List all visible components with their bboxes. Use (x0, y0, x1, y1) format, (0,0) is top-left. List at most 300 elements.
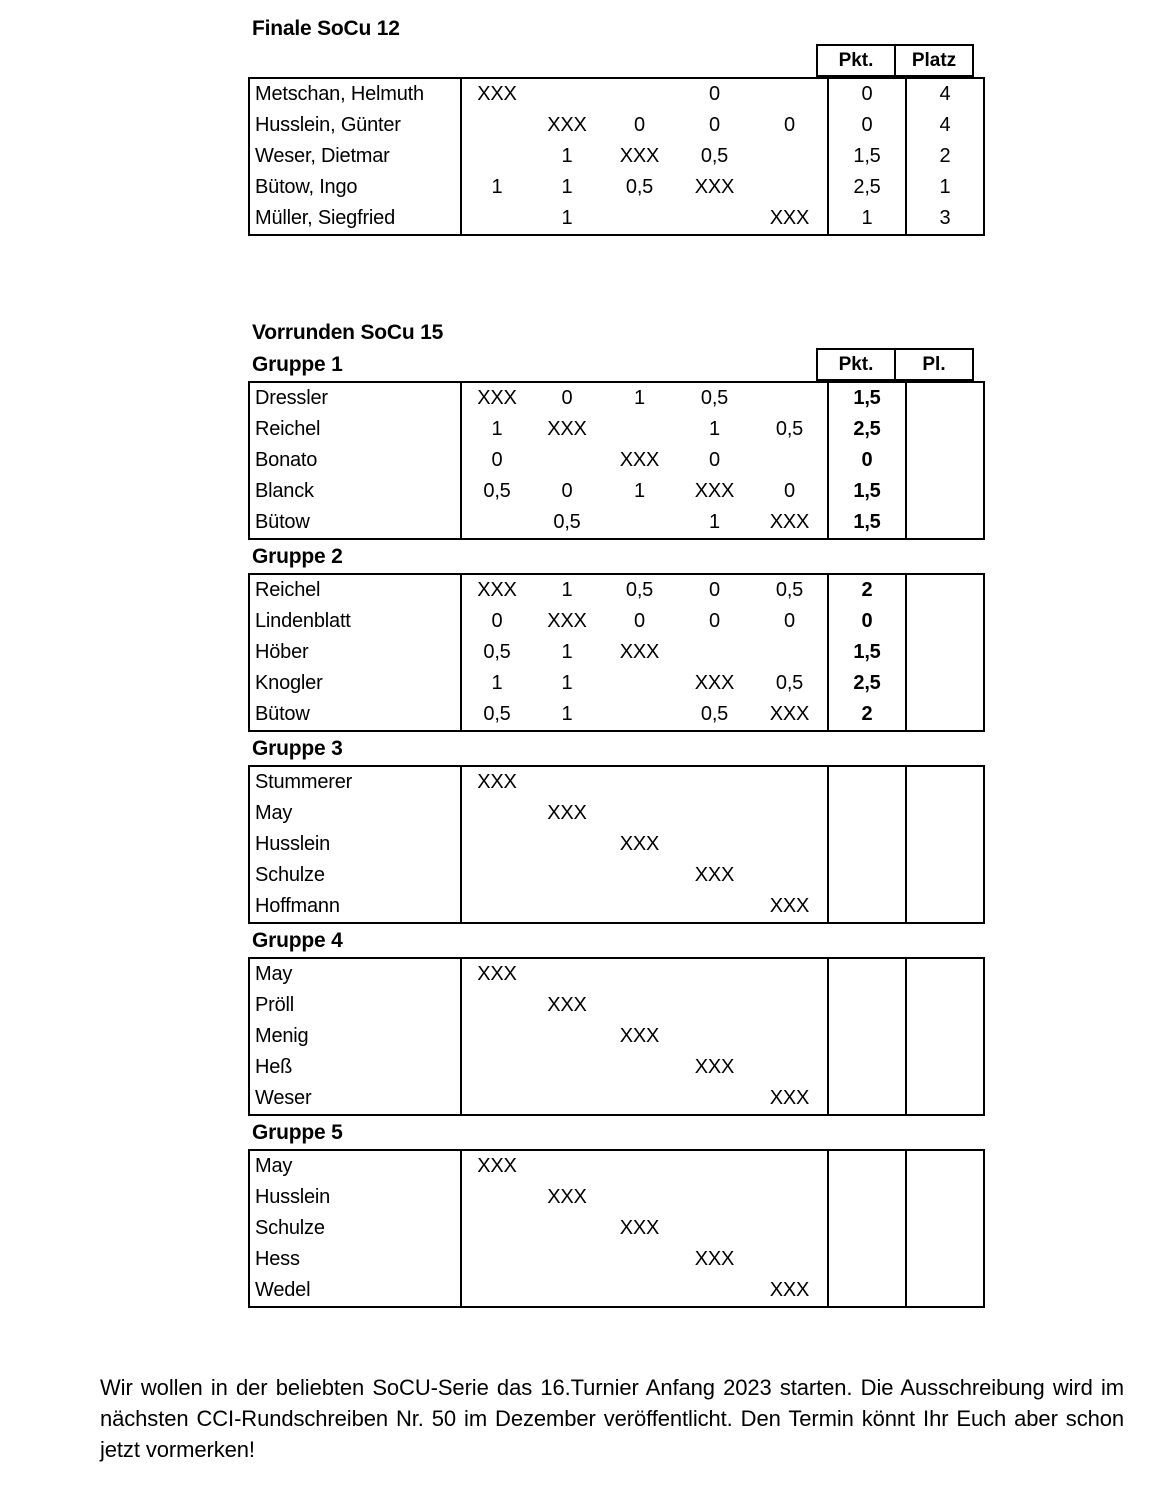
rank-cell (906, 1244, 984, 1275)
result-cell: 1 (709, 511, 720, 533)
vorrunden-section (248, 318, 974, 1308)
result-cell (602, 668, 677, 699)
result-cell: 0,5 (483, 480, 511, 502)
points-cell (828, 798, 906, 829)
result-cell (752, 172, 828, 203)
player-name: Pröll (249, 990, 461, 1021)
result-cell (461, 203, 532, 235)
result-cell (532, 1083, 602, 1115)
result-cell: XXX (619, 1217, 660, 1239)
result-cell (532, 78, 602, 110)
rank-cell (906, 1182, 984, 1213)
points-cell: 0 (828, 445, 906, 476)
header-spacer (343, 1116, 974, 1149)
result-cell: XXX (619, 145, 660, 167)
result-cell: 0,5 (700, 387, 729, 409)
result-cell (677, 1275, 752, 1307)
points-cell (828, 1150, 906, 1182)
result-cell: 1 (561, 672, 573, 694)
group-table-4 (248, 957, 985, 1116)
player-name: May (249, 958, 461, 990)
points-cell: 1,5 (828, 476, 906, 507)
result-cell (532, 1150, 602, 1182)
result-cell: XXX (694, 672, 735, 694)
player-name: Knogler (249, 668, 461, 699)
result-cell (677, 1213, 752, 1244)
result-cell (461, 110, 532, 141)
header-spacer (248, 44, 816, 77)
rank-cell (906, 798, 984, 829)
finale-header-pkt: Pkt. (816, 44, 894, 77)
points-cell: 0 (828, 78, 906, 110)
group-list (248, 348, 974, 1308)
rank-cell (906, 860, 984, 891)
result-cell (532, 1021, 602, 1052)
vorrunden-title: Vorrunden SoCu 15 (252, 321, 444, 344)
group-table-row (249, 1021, 984, 1052)
result-cell (677, 1083, 752, 1115)
player-name: Bütow, Ingo (249, 172, 461, 203)
group-table-row (249, 507, 984, 539)
result-cell (532, 445, 602, 476)
points-cell (828, 958, 906, 990)
points-cell (828, 1182, 906, 1213)
rank-cell (906, 445, 984, 476)
result-cell: XXX (477, 579, 517, 601)
finale-table-row (249, 203, 984, 235)
points-cell (828, 829, 906, 860)
points-cell (828, 1052, 906, 1083)
group-table-row (249, 382, 984, 414)
result-cell: 1 (561, 641, 573, 663)
result-cell (461, 891, 532, 923)
group-table-row (249, 766, 984, 798)
result-cell (461, 1275, 532, 1307)
group-table-row (249, 414, 984, 445)
result-cell (532, 1275, 602, 1307)
result-cell: XXX (477, 1155, 517, 1177)
rank-cell (906, 507, 984, 539)
points-cell (828, 1275, 906, 1307)
player-name: Schulze (249, 1213, 461, 1244)
player-name: Husslein (249, 1182, 461, 1213)
result-cell: XXX (769, 1279, 810, 1301)
result-cell (752, 990, 828, 1021)
group-table-row (249, 958, 984, 990)
player-name: Höber (249, 637, 461, 668)
result-cell (602, 414, 677, 445)
result-cell (532, 891, 602, 923)
group-table-2 (248, 573, 985, 732)
player-name: Bütow (249, 507, 461, 539)
group-table-row (249, 1052, 984, 1083)
result-cell (602, 1150, 677, 1182)
group-label: Gruppe 4 (252, 929, 343, 952)
result-cell (752, 829, 828, 860)
result-cell: 0 (784, 610, 795, 632)
result-cell (602, 78, 677, 110)
result-cell (677, 203, 752, 235)
result-cell (677, 766, 752, 798)
group-table-1 (248, 381, 985, 540)
result-cell: 0 (491, 449, 503, 471)
rank-cell (906, 1083, 984, 1115)
result-cell: XXX (694, 1056, 735, 1078)
result-cell (677, 958, 752, 990)
result-cell: XXX (769, 703, 810, 725)
result-cell (752, 1182, 828, 1213)
points-cell: 0 (828, 606, 906, 637)
result-cell: XXX (769, 1087, 810, 1109)
result-cell (602, 699, 677, 731)
points-cell: 0 (828, 110, 906, 141)
result-cell (677, 1021, 752, 1052)
result-cell: 0,5 (775, 579, 804, 601)
result-cell: 0,5 (775, 418, 804, 440)
player-name: Dressler (249, 382, 461, 414)
player-name: Weser (249, 1083, 461, 1115)
result-cell: XXX (477, 771, 517, 793)
result-cell (602, 958, 677, 990)
points-cell (828, 1083, 906, 1115)
rank-cell (906, 1213, 984, 1244)
rank-cell: 3 (906, 203, 984, 235)
points-cell: 2 (828, 699, 906, 731)
result-cell: 1 (709, 418, 720, 440)
result-cell: XXX (547, 114, 587, 136)
group-header-3 (248, 732, 974, 765)
player-name: May (249, 1150, 461, 1182)
result-cell: 0,5 (483, 641, 511, 663)
finale-table-row (249, 110, 984, 141)
group-table-5 (248, 1149, 985, 1308)
result-cell (461, 829, 532, 860)
player-name: Weser, Dietmar (249, 141, 461, 172)
group-table-row (249, 1150, 984, 1182)
result-cell (677, 798, 752, 829)
rank-cell (906, 668, 984, 699)
points-cell: 1 (828, 203, 906, 235)
result-cell (677, 1150, 752, 1182)
player-name: Reichel (249, 414, 461, 445)
result-cell (677, 891, 752, 923)
result-cell: 1 (491, 672, 503, 694)
rank-cell (906, 382, 984, 414)
player-name: Blanck (249, 476, 461, 507)
group-label: Gruppe 1 (252, 353, 343, 376)
result-cell: XXX (619, 1025, 660, 1047)
rank-cell (906, 1052, 984, 1083)
finale-section (248, 14, 974, 236)
result-cell (602, 1244, 677, 1275)
player-name: Hess (249, 1244, 461, 1275)
player-name: Bütow (249, 699, 461, 731)
group-label: Gruppe 3 (252, 737, 343, 760)
group-table-row (249, 860, 984, 891)
result-cell (461, 990, 532, 1021)
group-table-row (249, 1275, 984, 1307)
result-cell (532, 860, 602, 891)
rank-cell (906, 1150, 984, 1182)
rank-cell (906, 476, 984, 507)
rank-cell (906, 766, 984, 798)
result-cell: 0,5 (700, 703, 729, 725)
result-cell (752, 382, 828, 414)
result-cell: XXX (477, 963, 517, 985)
group-table-row (249, 829, 984, 860)
group-table-row (249, 798, 984, 829)
result-cell: 0 (709, 114, 720, 136)
result-cell: 0,5 (553, 511, 581, 533)
result-cell (752, 141, 828, 172)
result-cell (752, 860, 828, 891)
points-cell (828, 1244, 906, 1275)
group-table-row (249, 574, 984, 606)
rank-cell: 4 (906, 110, 984, 141)
result-cell: XXX (547, 802, 587, 824)
group-table-row (249, 668, 984, 699)
group-table-row (249, 606, 984, 637)
result-cell: XXX (547, 418, 587, 440)
player-name: Schulze (249, 860, 461, 891)
group-table-row (249, 1083, 984, 1115)
result-cell (602, 860, 677, 891)
group-header-pl: Pl. (894, 348, 974, 381)
result-cell (602, 1182, 677, 1213)
result-cell (602, 766, 677, 798)
result-cell (602, 203, 677, 235)
header-spacer (343, 732, 974, 765)
result-cell (752, 1052, 828, 1083)
group-table-row (249, 990, 984, 1021)
group-table-row (249, 891, 984, 923)
result-cell: 0 (784, 480, 795, 502)
rank-cell (906, 1275, 984, 1307)
rank-cell (906, 699, 984, 731)
result-cell: 0 (709, 610, 720, 632)
footer-paragraph: Wir wollen in der beliebten SoCU-Serie das 16.Turnier Anfang 2023 starten. Die Ausschreibung wird im nächsten CCI-Rundschreiben Nr. 50 im Dezember veröffentlicht. Den Termin könnt Ihr Euch aber schon jetzt vormerken! (100, 1375, 1124, 1462)
finale-title: Finale SoCu 12 (252, 17, 400, 40)
points-cell: 1,5 (828, 382, 906, 414)
group-header-5 (248, 1116, 974, 1149)
result-cell (752, 1021, 828, 1052)
player-name: Menig (249, 1021, 461, 1052)
points-cell (828, 1213, 906, 1244)
result-cell (532, 958, 602, 990)
result-cell (752, 1150, 828, 1182)
group-table-3 (248, 765, 985, 924)
player-name: Metschan, Helmuth (249, 78, 461, 110)
result-cell: XXX (769, 895, 810, 917)
result-cell (602, 891, 677, 923)
group-table-row (249, 476, 984, 507)
group-header-4 (248, 924, 974, 957)
result-cell: 0,5 (625, 176, 654, 198)
result-cell (602, 798, 677, 829)
result-cell (602, 1052, 677, 1083)
finale-table-row (249, 78, 984, 110)
result-cell (532, 1244, 602, 1275)
result-cell (752, 1213, 828, 1244)
result-cell (461, 1052, 532, 1083)
result-cell (602, 507, 677, 539)
result-cell: XXX (619, 641, 660, 663)
group-table-row (249, 637, 984, 668)
result-cell: 1 (634, 387, 645, 409)
result-cell: XXX (547, 994, 587, 1016)
player-name: Wedel (249, 1275, 461, 1307)
points-cell: 2,5 (828, 172, 906, 203)
result-cell (752, 798, 828, 829)
result-cell: 0 (709, 449, 720, 471)
result-cell (752, 78, 828, 110)
finale-table (248, 77, 985, 236)
player-name: Stummerer (249, 766, 461, 798)
group-label: Gruppe 5 (252, 1121, 343, 1144)
result-cell (532, 1052, 602, 1083)
player-name: Hoffmann (249, 891, 461, 923)
result-cell (461, 1083, 532, 1115)
result-cell (532, 766, 602, 798)
rank-cell (906, 891, 984, 923)
result-cell (752, 766, 828, 798)
group-table-row (249, 699, 984, 731)
result-cell: 0 (491, 610, 503, 632)
result-cell: 1 (561, 207, 573, 229)
rank-cell (906, 606, 984, 637)
result-cell: 1 (561, 579, 573, 601)
result-cell (677, 637, 752, 668)
result-cell (461, 1021, 532, 1052)
result-cell: 0 (709, 579, 720, 601)
rank-cell (906, 637, 984, 668)
result-cell (532, 1213, 602, 1244)
points-cell: 1,5 (828, 637, 906, 668)
result-cell: 1 (491, 176, 503, 198)
rank-cell: 4 (906, 78, 984, 110)
result-cell: XXX (694, 864, 735, 886)
player-name: Heß (249, 1052, 461, 1083)
rank-cell (906, 990, 984, 1021)
result-cell: XXX (769, 207, 810, 229)
group-table-row (249, 445, 984, 476)
player-name: Bonato (249, 445, 461, 476)
result-cell: XXX (547, 1186, 587, 1208)
result-cell: XXX (769, 511, 810, 533)
rank-cell (906, 1021, 984, 1052)
result-cell: 0 (634, 114, 645, 136)
rank-cell: 2 (906, 141, 984, 172)
rank-cell (906, 829, 984, 860)
result-cell: 0,5 (483, 703, 511, 725)
result-cell (532, 829, 602, 860)
result-cell: XXX (619, 449, 660, 471)
group-header-2 (248, 540, 974, 573)
rank-cell (906, 958, 984, 990)
points-cell: 2 (828, 574, 906, 606)
points-cell (828, 990, 906, 1021)
points-cell (828, 766, 906, 798)
result-cell: 0 (561, 480, 573, 502)
result-cell (752, 637, 828, 668)
result-cell: XXX (694, 176, 735, 198)
result-cell: XXX (694, 480, 735, 502)
result-cell: 1 (561, 145, 573, 167)
finale-header-strip (248, 44, 974, 77)
result-cell: XXX (547, 610, 587, 632)
points-cell (828, 1021, 906, 1052)
group-table-row (249, 1213, 984, 1244)
result-cell (602, 990, 677, 1021)
result-cell: 0 (561, 387, 573, 409)
group-label: Gruppe 2 (252, 545, 343, 568)
points-cell (828, 891, 906, 923)
points-cell: 2,5 (828, 414, 906, 445)
result-cell (461, 798, 532, 829)
rank-cell: 1 (906, 172, 984, 203)
group-header-1 (248, 348, 974, 381)
result-cell (602, 1275, 677, 1307)
result-cell: 0,5 (625, 579, 654, 601)
result-cell: 0 (784, 114, 795, 136)
header-spacer (343, 540, 974, 573)
header-spacer (343, 348, 816, 381)
finale-table-row (249, 141, 984, 172)
result-cell: XXX (477, 83, 517, 105)
rank-cell (906, 574, 984, 606)
group-table-row (249, 1182, 984, 1213)
player-name: Reichel (249, 574, 461, 606)
result-cell (461, 141, 532, 172)
result-cell: 1 (561, 703, 573, 725)
result-cell: XXX (477, 387, 517, 409)
result-cell: XXX (694, 1248, 735, 1270)
player-name: Husslein (249, 829, 461, 860)
group-header-pkt: Pkt. (816, 348, 894, 381)
result-cell (461, 1213, 532, 1244)
header-spacer (343, 924, 974, 957)
points-cell: 1,5 (828, 141, 906, 172)
result-cell (677, 1182, 752, 1213)
player-name: May (249, 798, 461, 829)
result-cell (461, 1244, 532, 1275)
result-cell: 0,5 (775, 672, 804, 694)
result-cell (461, 507, 532, 539)
result-cell: 0 (709, 83, 720, 105)
result-cell (461, 860, 532, 891)
player-name: Husslein, Günter (249, 110, 461, 141)
result-cell (677, 990, 752, 1021)
result-cell: 1 (634, 480, 645, 502)
finale-header-platz: Platz (894, 44, 974, 77)
player-name: Müller, Siegfried (249, 203, 461, 235)
result-cell: XXX (619, 833, 660, 855)
result-cell (752, 1244, 828, 1275)
result-cell: 1 (561, 176, 573, 198)
points-cell: 1,5 (828, 507, 906, 539)
points-cell (828, 860, 906, 891)
result-cell: 1 (491, 418, 503, 440)
result-cell (677, 829, 752, 860)
finale-table-row (249, 172, 984, 203)
result-cell (752, 958, 828, 990)
result-cell (461, 1182, 532, 1213)
result-cell (752, 445, 828, 476)
player-name: Lindenblatt (249, 606, 461, 637)
result-cell: 0 (634, 610, 645, 632)
rank-cell (906, 414, 984, 445)
points-cell: 2,5 (828, 668, 906, 699)
